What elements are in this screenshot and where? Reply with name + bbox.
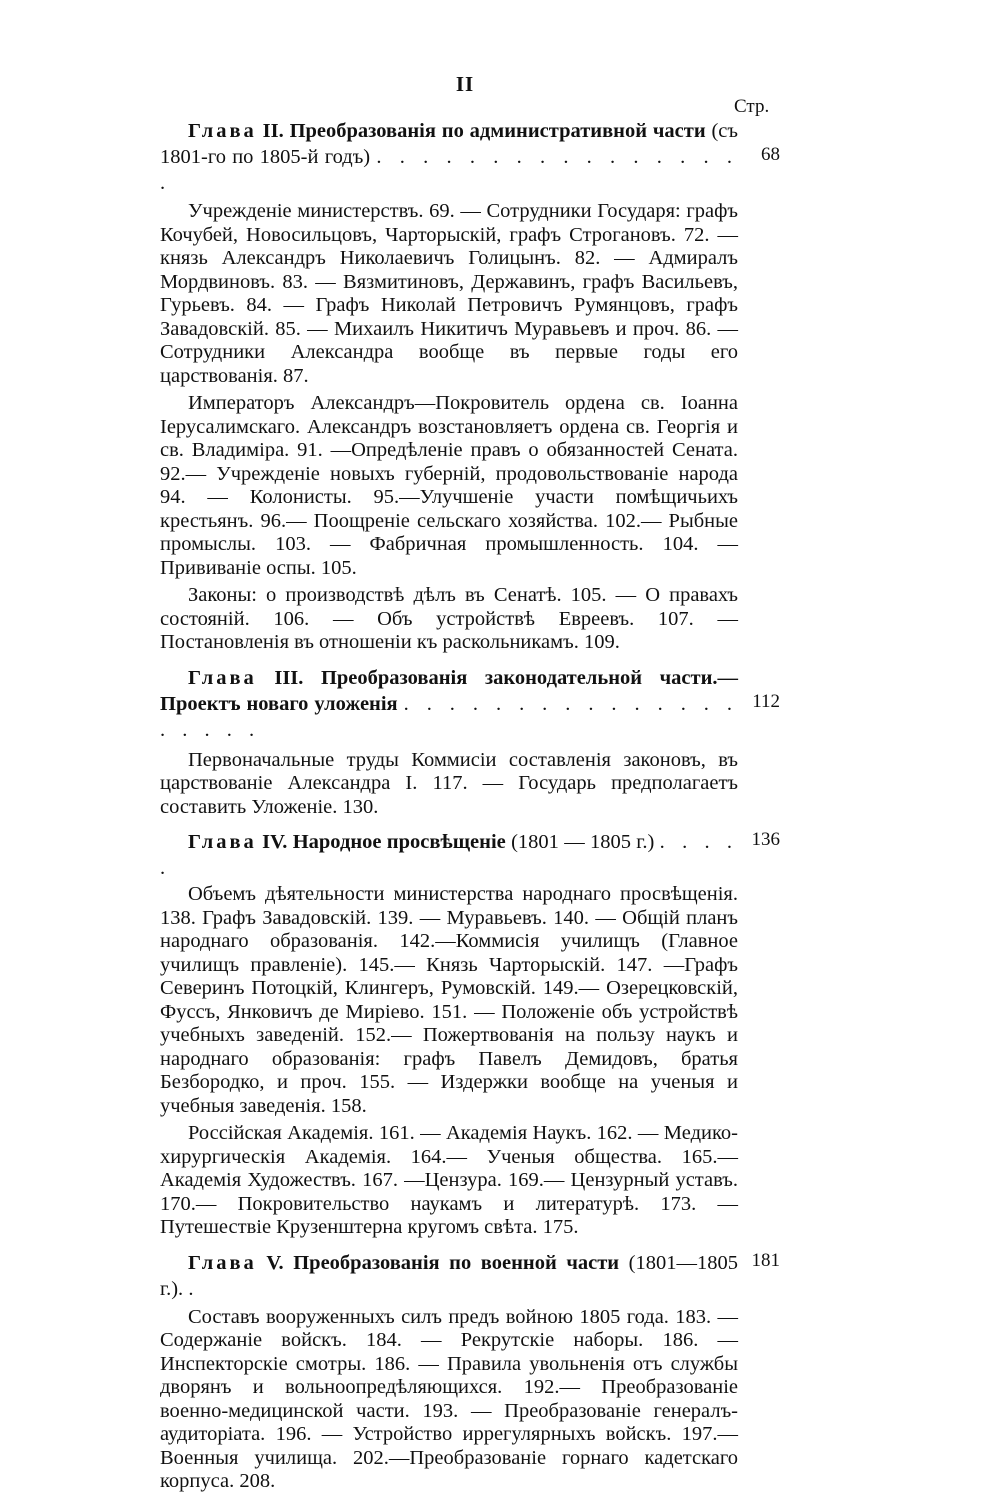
chapter-3 (160, 665, 780, 820)
chapter-2 (160, 118, 780, 655)
chapter-numeral: III. (274, 666, 304, 689)
chapter-paragraph: Объемъ дѣятельности министерства народнаго просвѣщенія. 138. Графъ Завадовскій. 139. — Муравьевъ. 140. — Общій планъ народнаго образованія. 142.—Коммисія училищъ (Главное училищъ правленіе). 145.— Князь Чарторыскій. 147. —Графъ Северинъ Потоцкій, Клингеръ, Румовскій. 149.— Озерецковскій, Фуссъ, Янковичъ де Миріево. 151. — Положеніе объ устройствѣ учебныхъ заведеній. 152.— Пожертвованія на пользу наукъ и народнаго образованія: графъ Павелъ Демидовъ, братья Безбородко, и проч. 155. — Издержки вообще на ученыя и учебныя заведенія. 158. (160, 883, 738, 1117)
chapter-5 (160, 1249, 780, 1494)
chapter-heading (160, 118, 738, 196)
chapter-title-rest: (1801—1805 г.). (160, 1251, 738, 1300)
leader-dots: . . . . . . . . . . . . . . . . . (160, 146, 739, 194)
chapter-paragraph: Россійская Академія. 161. — Академія Наукъ. 162. — Медико-хирургическія Академія. 164.— Ученыя общества. 165.— Академія Художествъ. 167. —Цензура. 169.— Цензурный уставъ. 170.— Покровительство наукамъ и литературѣ. 173. — Путешествіе Крузенштерна кругомъ свѣта. 175. (160, 1122, 738, 1238)
page-number: II (455, 72, 475, 96)
chapter-numeral: IV. (262, 831, 288, 853)
chapter-paragraph: Составъ вооруженныхъ силъ предъ войною 1805 года. 183. — Содержаніе войскъ. 184. — Рекрутскіе наборы. 186. — Инспекторскіе смотры. 186. — Правила увольненія отъ службы дворянъ и вольноопредѣляющихся. 192.— Преобразованіе военно-медицинской части. 193. — Преобразованіе генералъ-аудиторіата. 196. — Устройство иррегулярныхъ войскъ. 197.— Военныя училища. 202.—Преобразованіе горнаго кадетскаго корпуса. 208. (160, 1305, 738, 1492)
chapter-heading (160, 665, 738, 743)
chapter-title: Преобразованія по военной части (293, 1251, 620, 1274)
chapter-label: Глава (188, 120, 257, 142)
chapter-numeral: II. (262, 120, 284, 142)
leader-dots: . (188, 1277, 200, 1300)
table-of-contents (160, 118, 780, 1494)
chapter-page-ref: 181 (751, 1249, 780, 1271)
chapter-title-rest: (1801 — 1805 г.) (511, 831, 655, 853)
chapter-paragraph: Первоначальные труды Коммисіи составленія законовъ, въ царствованіе Александра І. 117. — Государь предполагаетъ составить Уложеніе. 130. (160, 748, 738, 818)
leader-dots: . . . . . (160, 831, 739, 879)
page-column-label: Стр. (734, 96, 770, 117)
chapter-page-ref: 68 (761, 144, 780, 165)
chapter-title-rest: (съ 1801-го по 1805-й годъ) (160, 120, 739, 168)
chapter-paragraph: Законы: о производствѣ дѣлъ въ Сенатѣ. 105. — О правахъ состояній. 106. — Объ устройствѣ Евреевъ. 107. — Постановленія въ отношеніи къ раскольникамъ. 109. (160, 584, 738, 653)
chapter-label: Глава (188, 831, 257, 853)
leader-dots: . . . . . . . . . . . . . . . . . . . . (160, 692, 738, 741)
chapter-heading (160, 1250, 738, 1302)
chapter-label: Глава (188, 1251, 257, 1274)
chapter-page-ref: 112 (752, 690, 780, 712)
chapter-label: Глава (188, 666, 257, 689)
chapter-heading (160, 829, 738, 881)
chapter-title: Преобразованія по административной части (289, 120, 706, 142)
chapter-page-ref: 136 (751, 829, 780, 850)
chapter-4 (160, 829, 780, 1240)
chapter-numeral: V. (266, 1251, 284, 1274)
chapter-title: Преобразованія законодательной части.—Проектъ новаго уложенія (160, 666, 739, 715)
chapter-title: Народное просвѣщеніе (292, 831, 506, 853)
chapter-paragraph: Учрежденіе министерствъ. 69. — Сотрудники Государя: графъ Кочубей, Новосильцовъ, Чарторыскій, графъ Строгановъ. 72. — князь Александръ Николаевичъ Голицынъ. 82. — Адмиралъ Мордвиновъ. 83. — Вязмитиновъ, Державинъ, графъ Васильевъ, Гурьевъ. 84. — Графъ Николай Петровичъ Румянцовъ, графъ Завадовскій. 85. — Михаилъ Никитичъ Муравьевъ и проч. 86. — Сотрудники Александра вообще въ первые годы его царствованія. 87. (160, 200, 738, 387)
chapter-paragraph: Императоръ Александръ—Покровитель ордена св. Іоанна Іерусалимскаго. Александръ возстановляетъ ордена св. Георгія и св. Владиміра. 91. —Опредѣленіе правъ о обязанностей Сената. 92.— Учрежденіе новыхъ губерній, продовольствованіе народа 94. — Колонисты. 95.—Улучшеніе участи помѣщичьихъ крестьянъ. 96.— Поощреніе сельскаго хозяйства. 102.— Рыбные промыслы. 103. — Фабричная промышленность. 104. — Прививаніе оспы. 105. (160, 392, 738, 579)
